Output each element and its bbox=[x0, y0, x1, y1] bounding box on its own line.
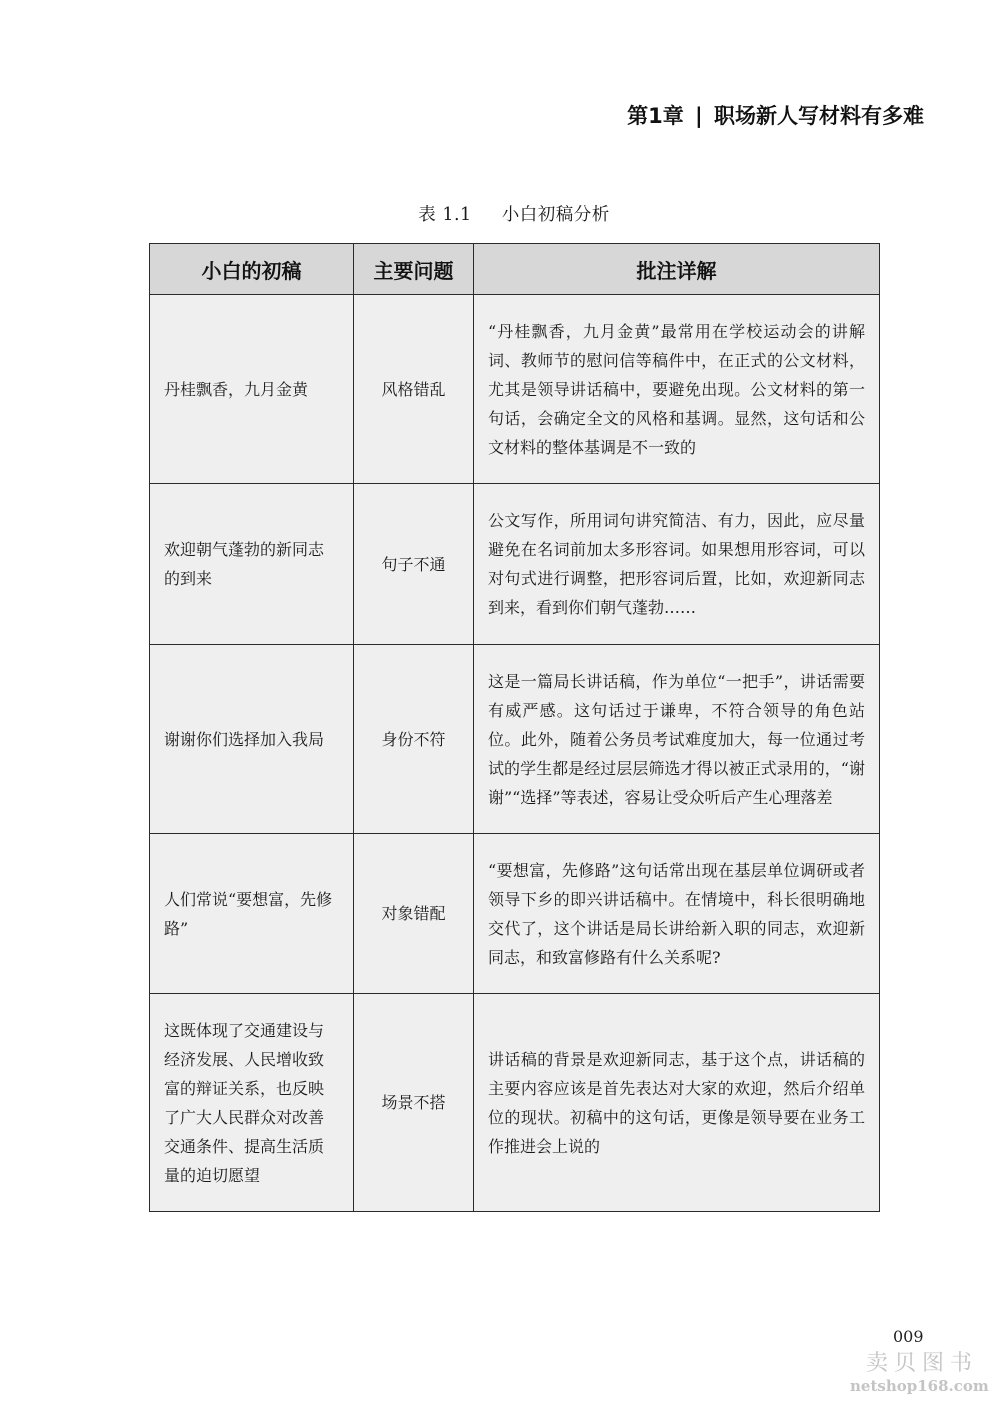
watermark-text: 卖贝图书 bbox=[866, 1351, 979, 1376]
problem-cell: 对象错配 bbox=[354, 834, 474, 994]
column-header-draft: 小白的初稿 bbox=[150, 244, 354, 295]
note-cell: “要想富，先修路”这句话常出现在基层单位调研或者领导下乡的即兴讲话稿中。在情境中，科长很明确地交代了，这个讲话是局长讲给新入职的同志，欢迎新同志，和致富修路有什么关系呢? bbox=[474, 834, 880, 994]
note-cell: 公文写作，所用词句讲究简洁、有力，因此，应尽量避免在名词前加太多形容词。如果想用形容词，可以对句式进行调整，把形容词后置，比如，欢迎新同志到来，看到你们朝气蓬勃…… bbox=[474, 484, 880, 645]
header-separator: | bbox=[695, 104, 703, 128]
problem-cell: 句子不通 bbox=[354, 484, 474, 645]
draft-cell: 丹桂飘香，九月金黄 bbox=[150, 295, 354, 484]
table-row bbox=[150, 484, 880, 645]
problem-cell: 身份不符 bbox=[354, 645, 474, 834]
chapter-title: 职场新人写材料有多难 bbox=[714, 104, 924, 128]
table-title: 小白初稿分析 bbox=[501, 205, 610, 225]
draft-analysis-table bbox=[149, 243, 880, 1212]
table-number: 表 1.1 bbox=[418, 205, 472, 225]
draft-cell: 谢谢你们选择加入我局 bbox=[150, 645, 354, 834]
problem-cell: 风格错乱 bbox=[354, 295, 474, 484]
note-cell: 讲话稿的背景是欢迎新同志，基于这个点，讲话稿的主要内容应该是首先表达对大家的欢迎，然后介绍单位的现状。初稿中的这句话，更像是领导要在业务工作推进会上说的 bbox=[474, 994, 880, 1212]
table-row bbox=[150, 645, 880, 834]
column-header-problem: 主要问题 bbox=[354, 244, 474, 295]
draft-cell: 欢迎朝气蓬勃的新同志的到来 bbox=[150, 484, 354, 645]
page-number: 009 bbox=[893, 1327, 924, 1346]
chapter-header bbox=[627, 100, 924, 130]
table-header-row bbox=[150, 244, 880, 295]
problem-cell: 场景不搭 bbox=[354, 994, 474, 1212]
note-cell: “丹桂飘香，九月金黄”最常用在学校运动会的讲解词、教师节的慰问信等稿件中，在正式的公文材料，尤其是领导讲话稿中，要避免出现。公文材料的第一句话，会确定全文的风格和基调。显然，这句话和公文材料的整体基调是不一致的 bbox=[474, 295, 880, 484]
table-row bbox=[150, 295, 880, 484]
watermark-url: netshop168.com bbox=[850, 1377, 989, 1395]
draft-cell: 这既体现了交通建设与经济发展、人民增收致富的辩证关系，也反映了广大人民群众对改善交通条件、提高生活质量的迫切愿望 bbox=[150, 994, 354, 1212]
table-row bbox=[150, 994, 880, 1212]
note-cell: 这是一篇局长讲话稿，作为单位“一把手”，讲话需要有威严感。这句话过于谦卑，不符合领导的角色站位。此外，随着公务员考试难度加大，每一位通过考试的学生都是经过层层筛选才得以被正式录用的，“谢谢”“选择”等表述，容易让受众听后产生心理落差 bbox=[474, 645, 880, 834]
table-caption bbox=[0, 201, 1000, 226]
column-header-notes: 批注详解 bbox=[474, 244, 880, 295]
table-row bbox=[150, 834, 880, 994]
chapter-number: 第1章 bbox=[627, 104, 684, 128]
draft-cell: 人们常说“要想富，先修路” bbox=[150, 834, 354, 994]
